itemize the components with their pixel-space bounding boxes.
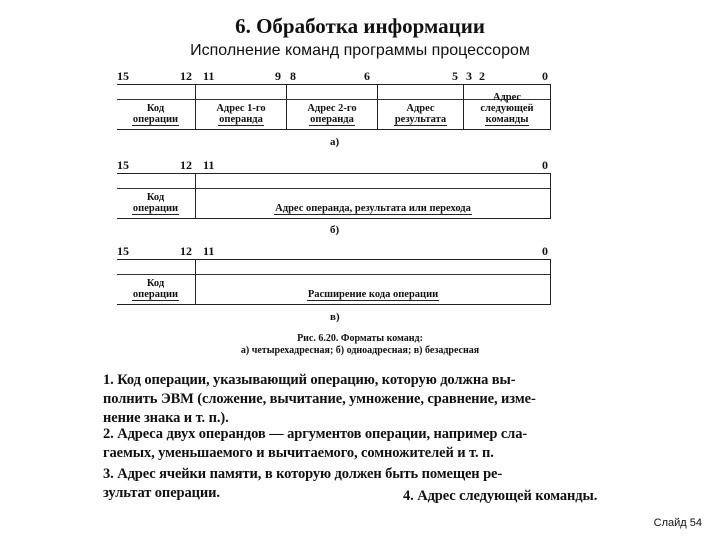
variant-label: в) [330,311,340,323]
figure-caption-title: Рис. 6.20. Форматы команд: [297,333,423,344]
text-line: 1. Код операции, указывающий операцию, которую должна вы- [103,372,516,388]
bit-label: 0 [542,158,548,172]
field-text: команды [485,114,529,125]
result-address-field [377,85,463,129]
bit-label: 11 [203,158,215,172]
field-text: результата [394,114,447,125]
slide-number: Слайд 54 [653,517,702,529]
opcode-extension-field [195,260,551,304]
bit-label: 9 [275,69,281,83]
instruction-format-box [117,259,551,305]
instruction-format-box [117,84,551,130]
operand1-address-field [195,85,286,129]
field-text: Адрес 2-го [307,103,357,114]
text-line: гаемых, уменьшаемого и вычитаемого, сомножителей и т. п. [103,445,494,461]
field-text: операции [132,289,179,300]
paragraph-operand-addresses [103,425,573,463]
opcode-field [117,174,194,218]
field-text: операнда [310,114,354,125]
bit-label: 12 [180,244,192,258]
bit-label: 12 [180,69,192,83]
text-line: нение знака и т. п.). [103,410,229,426]
operand2-address-field [286,85,377,129]
bit-label: 15 [117,244,129,258]
opcode-field [117,260,194,304]
operand-result-jump-address-field [195,174,551,218]
paragraph-next-instruction: 4. Адрес следующей команды. [403,488,598,504]
bit-label: 0 [542,69,548,83]
text-line: 2. Адреса двух операндов — аргументов операции, например сла- [103,426,528,442]
field-text: Код [146,192,165,203]
field-text: следующей [480,103,534,114]
field-text: Код [146,278,165,289]
paragraph-opcode [103,371,573,428]
bit-label: 0 [542,244,548,258]
field-text: операнда [219,114,263,125]
field-text: Адрес 1-го [216,103,266,114]
bit-label: 8 [290,69,296,83]
field-text: Код [146,103,165,114]
bit-label: 5 [452,69,458,83]
slide-subtitle: Исполнение команд программы процессором [190,42,530,59]
instruction-format-box [117,173,551,219]
bit-label: 12 [180,158,192,172]
field-text: Адрес операнда, результата или перехода [275,203,471,214]
bit-label: 6 [364,69,370,83]
bit-label: 11 [203,244,215,258]
bit-label: 3 [466,69,472,83]
text-line: 3. Адрес ячейки памяти, в которую должен быть помещен ре- [103,466,503,482]
field-text: операции [132,114,179,125]
bit-label: 15 [117,69,129,83]
field-text: Расширение кода операции [307,289,439,300]
text-line: полнить ЭВМ (сложение, вычитание, умножение, сравнение, изме- [103,391,536,407]
bit-label: 2 [479,69,485,83]
variant-label: б) [330,224,340,236]
field-text: операции [132,203,179,214]
text-line: зультат операции. [103,485,220,501]
variant-label: а) [330,136,340,148]
bit-label: 11 [203,69,215,83]
field-text: Адрес [492,92,522,103]
next-instruction-address-field [463,85,551,129]
bit-label: 15 [117,158,129,172]
figure-caption-subtitle: а) четырехадресная; б) одноадресная; в) безадресная [240,345,480,356]
slide-title: 6. Обработка информации [235,14,485,38]
opcode-field [117,85,194,129]
field-text: Адрес [406,103,435,114]
